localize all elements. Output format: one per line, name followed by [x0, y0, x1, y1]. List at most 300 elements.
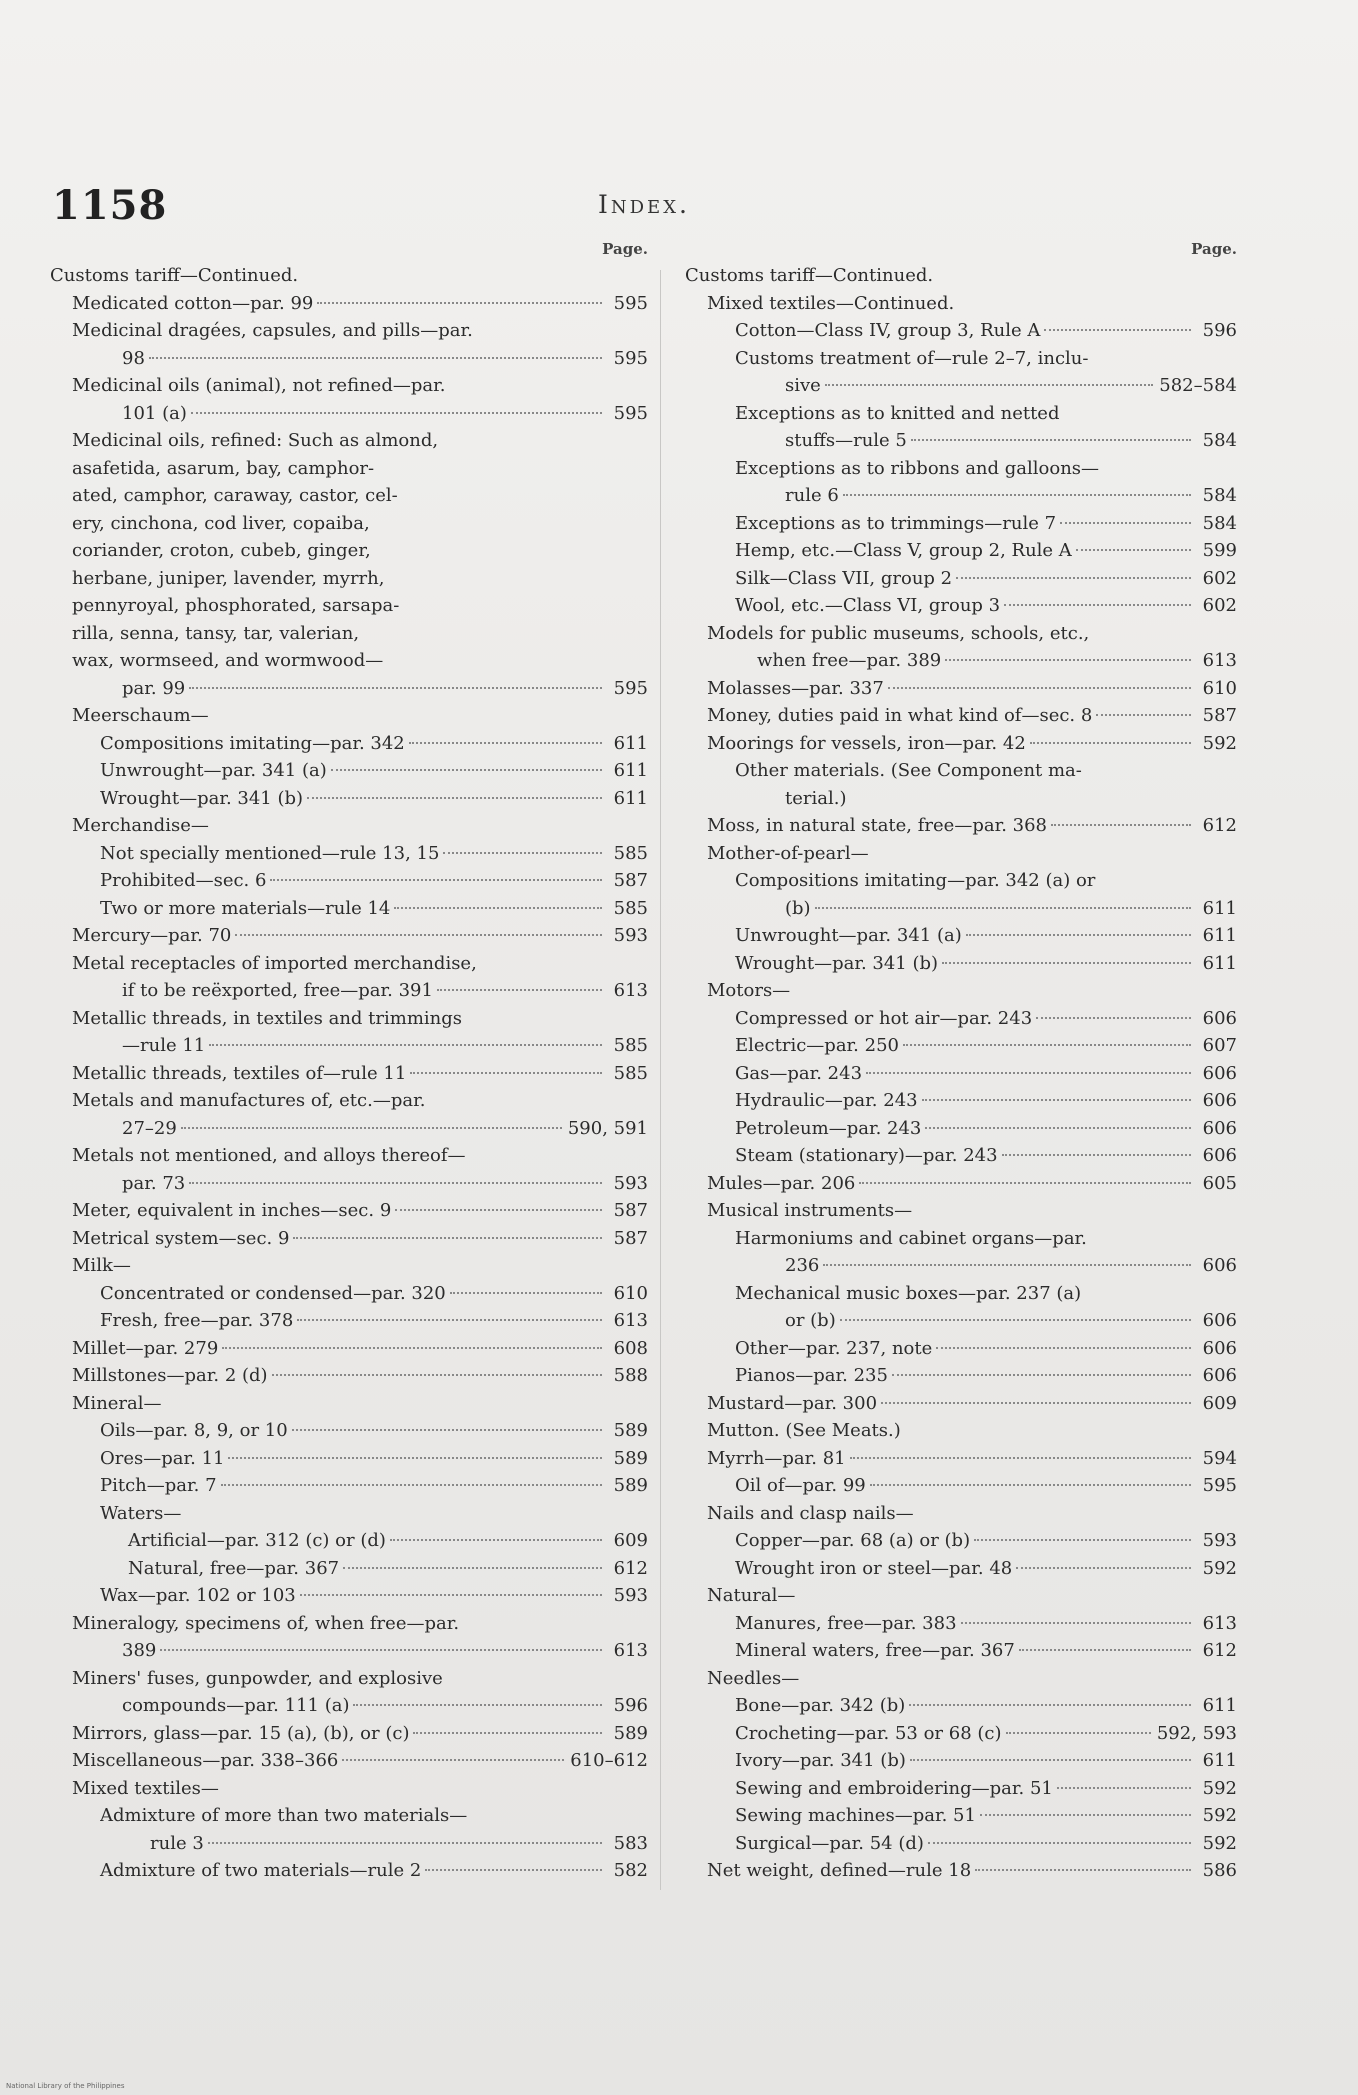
entry-last-line — [100, 1582, 648, 1610]
entry-text-line: Mercury—par. 70 — [72, 925, 232, 946]
entry-text-line: Metallic threads, in textiles and trimmings — [72, 1007, 463, 1029]
entry-last-line — [735, 895, 1237, 923]
page-reference: 605 — [1202, 1172, 1237, 1194]
page-reference: 585 — [613, 1062, 648, 1084]
leader-dots — [1030, 742, 1191, 744]
page-reference: 612 — [1202, 1640, 1237, 1661]
index-entry — [685, 1637, 1237, 1665]
page-reference: 592 — [1202, 1832, 1237, 1854]
entry-last-line — [707, 290, 1237, 318]
leader-dots — [189, 1182, 602, 1184]
entry-text-line: Petroleum—par. 243 — [735, 1117, 922, 1139]
index-entry — [685, 1197, 1237, 1225]
index-entry — [685, 510, 1237, 538]
index-entry — [685, 840, 1237, 868]
page-reference: 587 — [613, 1200, 648, 1221]
index-entry — [685, 592, 1237, 620]
leader-dots — [450, 1292, 602, 1294]
page-reference: 592 — [1202, 732, 1237, 754]
entry-text-line: Steam (stationary)—par. 243 — [735, 1145, 998, 1166]
leader-dots — [160, 1649, 602, 1651]
page-reference: 611 — [613, 760, 648, 781]
entry-last-line — [100, 895, 648, 923]
leader-dots — [292, 1429, 602, 1431]
entry-text-line: Millet—par. 279 — [72, 1337, 219, 1359]
page-reference: 602 — [1202, 567, 1237, 589]
entry-text-line: compounds—par. 111 (a) — [122, 1695, 350, 1716]
leader-dots — [945, 659, 1191, 661]
entry-text-line: Metal receptacles of imported merchandise, — [72, 952, 477, 974]
index-entry — [50, 1775, 648, 1803]
entry-text-line: rilla, senna, tansy, tar, valerian, — [72, 622, 360, 644]
entry-text-line: Artificial—par. 312 (c) or (d) — [128, 1530, 386, 1551]
index-entry — [685, 1225, 1237, 1280]
leader-dots — [189, 687, 602, 689]
entry-text-line: Mineralogy, specimens of, when free—par. — [72, 1612, 460, 1634]
index-entry — [685, 1362, 1237, 1390]
page-reference: 595 — [613, 677, 648, 699]
leader-dots — [395, 1209, 602, 1211]
index-entry — [685, 1802, 1237, 1830]
page-column-label: Page. — [1191, 240, 1237, 258]
entry-text-line: Customs tariff—Continued. — [50, 265, 299, 286]
page-reference: 585 — [613, 842, 648, 864]
leader-dots — [823, 1264, 1191, 1266]
index-entry — [685, 1115, 1237, 1143]
entry-last-line — [100, 757, 648, 785]
page-reference: 606 — [1202, 1117, 1237, 1139]
index-entry — [50, 1307, 648, 1335]
index-entry — [50, 1747, 648, 1775]
entry-text-line: Cotton—Class IV, group 3, Rule A — [735, 320, 1041, 341]
leader-dots — [980, 1814, 1191, 1816]
entry-last-line — [72, 977, 648, 1005]
entry-text-line: Exceptions as to trimmings—rule 7 — [735, 512, 1057, 534]
entry-last-line — [735, 1775, 1237, 1803]
entry-text-line: Not specially mentioned—rule 13, 15 — [100, 842, 440, 864]
index-entry — [685, 1857, 1237, 1885]
index-entry — [50, 1472, 648, 1500]
entry-text-line: or (b) — [785, 1310, 836, 1331]
index-entry — [685, 1665, 1237, 1693]
page-reference: 595 — [613, 292, 648, 314]
entry-text-line: Silk—Class VII, group 2 — [735, 567, 953, 589]
entry-last-line — [707, 1445, 1237, 1473]
index-entry — [685, 400, 1237, 455]
leader-dots — [293, 1237, 602, 1239]
entry-text-line: Metallic threads, textiles of—rule 11 — [72, 1062, 407, 1084]
entry-last-line — [735, 565, 1237, 593]
page-reference: 610 — [1202, 677, 1237, 699]
leader-dots — [936, 1347, 1191, 1349]
leader-dots — [975, 1869, 1191, 1871]
index-entry — [50, 702, 648, 730]
entry-last-line — [72, 812, 648, 840]
index-entry — [685, 1280, 1237, 1335]
entry-last-line — [72, 1692, 648, 1720]
entry-last-line — [735, 372, 1237, 400]
entry-last-line — [707, 1197, 1237, 1225]
entry-text-line: Motors— — [707, 980, 791, 1001]
entry-text-line: Bone—par. 342 (b) — [735, 1695, 906, 1716]
leader-dots — [892, 1374, 1191, 1376]
page-reference: 613 — [613, 980, 648, 1001]
entry-last-line — [72, 345, 648, 373]
entry-last-line — [735, 1307, 1237, 1335]
entry-last-line — [735, 510, 1237, 538]
page-reference: 611 — [1202, 925, 1237, 946]
entry-text-line: Crocheting—par. 53 or 68 (c) — [735, 1722, 1002, 1744]
index-entry — [685, 702, 1237, 730]
entry-text-line: Mother-of-pearl— — [707, 842, 869, 864]
leader-dots — [390, 1539, 602, 1541]
entry-last-line — [72, 1115, 648, 1143]
entry-last-line — [72, 922, 648, 950]
page-reference: 592 — [1202, 1805, 1237, 1826]
running-head: Index. — [598, 190, 690, 219]
page-reference: 592 — [1202, 1777, 1237, 1799]
index-entry — [50, 1582, 648, 1610]
entry-text-line: Metrical system—sec. 9 — [72, 1227, 290, 1249]
entry-text-line: Net weight, defined—rule 18 — [707, 1860, 972, 1881]
page-reference: 606 — [1202, 1090, 1237, 1111]
leader-dots — [974, 1539, 1191, 1541]
leader-dots — [870, 1484, 1191, 1486]
index-entry — [50, 1362, 648, 1390]
page-reference: 593 — [613, 1585, 648, 1606]
index-entry — [50, 1335, 648, 1363]
index-entry — [685, 730, 1237, 758]
index-entry — [50, 1087, 648, 1142]
index-entry — [685, 1335, 1237, 1363]
entry-text-line: Exceptions as to knitted and netted — [735, 402, 1060, 424]
entry-last-line — [707, 1417, 1237, 1445]
index-entry — [50, 262, 648, 290]
index-entry — [685, 1720, 1237, 1748]
entry-text-line: sive — [785, 375, 821, 396]
page-reference: 584 — [1202, 485, 1237, 506]
entry-last-line — [707, 647, 1237, 675]
entry-text-line: Mixed textiles— — [72, 1777, 219, 1799]
page-reference: 613 — [1202, 1612, 1237, 1634]
entry-last-line — [72, 1225, 648, 1253]
page-reference: 593 — [613, 925, 648, 946]
entry-last-line — [100, 840, 648, 868]
leader-dots — [1057, 1787, 1191, 1789]
entry-text-line: Customs tariff—Continued. — [685, 265, 934, 286]
entry-last-line — [735, 592, 1237, 620]
page-reference: 599 — [1202, 540, 1237, 561]
index-entry — [685, 1417, 1237, 1445]
page-reference: 587 — [613, 870, 648, 891]
leader-dots — [228, 1457, 602, 1459]
index-entry — [685, 1692, 1237, 1720]
index-entry — [50, 1720, 648, 1748]
index-entry — [685, 757, 1237, 812]
leader-dots — [353, 1704, 602, 1706]
page-reference: 606 — [1202, 1007, 1237, 1029]
entry-text-line: Manures, free—par. 383 — [735, 1612, 957, 1634]
entry-last-line — [735, 1362, 1237, 1390]
leader-dots — [297, 1319, 602, 1321]
entry-text-line: Money, duties paid in what kind of—sec. 8 — [707, 705, 1093, 726]
page-reference: 606 — [1202, 1255, 1237, 1276]
leader-dots — [909, 1704, 1191, 1706]
page-reference: 587 — [1202, 705, 1237, 726]
index-entry — [685, 950, 1237, 978]
page-reference: 609 — [1202, 1392, 1237, 1414]
entry-last-line — [72, 1390, 648, 1418]
index-entry — [685, 1390, 1237, 1418]
entry-last-line — [100, 1830, 648, 1858]
entry-text-line: rule 6 — [785, 485, 839, 506]
index-entry — [50, 1527, 648, 1555]
page-reference: 613 — [613, 1640, 648, 1661]
index-entry — [50, 1390, 648, 1418]
page-reference: 582 — [613, 1860, 648, 1881]
index-entry — [685, 1087, 1237, 1115]
right-entries — [685, 262, 1237, 1885]
entry-last-line — [735, 1637, 1237, 1665]
entry-text-line: Copper—par. 68 (a) or (b) — [735, 1530, 971, 1551]
entry-text-line: Ivory—par. 341 (b) — [735, 1750, 906, 1771]
entry-last-line — [100, 1445, 648, 1473]
entry-text-line: Meter, equivalent in inches—sec. 9 — [72, 1200, 392, 1221]
entry-text-line: par. 99 — [122, 677, 186, 699]
leader-dots — [1076, 549, 1191, 551]
entry-text-line: Musical instruments— — [707, 1200, 913, 1221]
leader-dots — [208, 1842, 602, 1844]
index-entry — [685, 262, 1237, 290]
entry-text-line: Mixed textiles—Continued. — [707, 292, 955, 314]
page-reference: 584 — [1202, 430, 1237, 451]
page-reference: 589 — [613, 1447, 648, 1469]
entry-text-line: Concentrated or condensed—par. 320 — [100, 1282, 446, 1304]
page-reference: 583 — [613, 1832, 648, 1854]
index-entry — [50, 1225, 648, 1253]
index-entry — [685, 922, 1237, 950]
entry-text-line: Merchandise— — [72, 815, 209, 836]
leader-dots — [859, 1182, 1191, 1184]
entry-text-line: Mechanical music boxes—par. 237 (a) — [735, 1282, 1082, 1304]
leader-dots — [1016, 1567, 1191, 1569]
entry-text-line: Natural, free—par. 367 — [128, 1557, 340, 1579]
entry-text-line: ery, cinchona, cod liver, copaiba, — [72, 512, 370, 534]
index-entry — [685, 1005, 1237, 1033]
entry-text-line: Moss, in natural state, free—par. 368 — [707, 815, 1048, 836]
entry-last-line — [707, 1857, 1237, 1885]
entry-last-line — [50, 262, 648, 290]
index-entry — [685, 1582, 1237, 1610]
entry-text-line: Models for public museums, schools, etc., — [707, 622, 1090, 644]
leader-dots — [307, 797, 602, 799]
entry-text-line: Other materials. (See Component ma- — [735, 760, 1082, 781]
index-entry — [50, 1802, 648, 1857]
right-column — [685, 240, 1237, 1885]
leader-dots — [331, 769, 602, 771]
entry-text-line: Wrought iron or steel—par. 48 — [735, 1557, 1013, 1579]
page-reference: 602 — [1202, 595, 1237, 616]
entry-last-line — [100, 1417, 648, 1445]
leader-dots — [843, 494, 1191, 496]
index-entry — [50, 730, 648, 758]
entry-text-line: if to be reëxported, free—par. 391 — [122, 980, 433, 1001]
index-entry — [50, 757, 648, 785]
leader-dots — [840, 1319, 1191, 1321]
entry-last-line — [707, 1500, 1237, 1528]
entry-text-line: coriander, croton, cubeb, ginger, — [72, 540, 371, 561]
page-reference: 582–584 — [1159, 375, 1237, 396]
page-column-label: Page. — [602, 240, 648, 258]
index-entry — [50, 1665, 648, 1720]
index-entry — [50, 317, 648, 372]
entry-last-line — [72, 1335, 648, 1363]
index-entry — [685, 977, 1237, 1005]
entry-last-line — [72, 1060, 648, 1088]
leader-dots — [222, 1347, 602, 1349]
page-reference: 590, 591 — [567, 1117, 648, 1139]
index-entry — [50, 1500, 648, 1528]
entry-text-line: Wool, etc.—Class VI, group 3 — [735, 595, 1001, 616]
entry-last-line — [735, 1252, 1237, 1280]
index-entry — [50, 1142, 648, 1197]
entry-text-line: Nails and clasp nails— — [707, 1502, 914, 1524]
entry-text-line: Fresh, free—par. 378 — [100, 1310, 294, 1331]
entry-text-line: Exceptions as to ribbons and galloons— — [735, 457, 1100, 479]
leader-dots — [1036, 1017, 1191, 1019]
entry-last-line — [72, 675, 648, 703]
entry-last-line — [100, 1307, 648, 1335]
index-entry — [685, 867, 1237, 922]
entry-text-line: Wrought—par. 341 (b) — [735, 952, 939, 974]
page-reference: 589 — [613, 1420, 648, 1441]
leader-dots — [221, 1484, 602, 1486]
leader-dots — [235, 934, 602, 936]
page-reference: 595 — [613, 347, 648, 369]
page-reference: 610 — [613, 1282, 648, 1304]
leader-dots — [966, 934, 1191, 936]
entry-text-line: Sewing and embroidering—par. 51 — [735, 1777, 1053, 1799]
entry-text-line: Medicinal oils, refined: Such as almond, — [72, 430, 439, 451]
entry-last-line — [72, 1637, 648, 1665]
entry-last-line — [707, 675, 1237, 703]
leader-dots — [1006, 1732, 1151, 1734]
leader-dots — [910, 1759, 1191, 1761]
index-entry — [685, 290, 1237, 318]
leader-dots — [825, 384, 1153, 386]
index-entry — [50, 372, 648, 427]
entry-last-line — [72, 1720, 648, 1748]
page-reference: 592 — [1202, 1557, 1237, 1579]
page-reference: 611 — [613, 732, 648, 754]
entry-text-line: Milk— — [72, 1255, 131, 1276]
page-reference: 589 — [613, 1722, 648, 1744]
entry-last-line — [735, 1142, 1237, 1170]
entry-text-line: Molasses—par. 337 — [707, 677, 884, 699]
page-reference: 606 — [1202, 1365, 1237, 1386]
entry-text-line: Sewing machines—par. 51 — [735, 1805, 976, 1826]
entry-text-line: Admixture of more than two materials— — [100, 1805, 468, 1826]
index-entry — [50, 1555, 648, 1583]
index-entry — [685, 620, 1237, 675]
page-reference: 596 — [1202, 320, 1237, 341]
entry-text-line: Pitch—par. 7 — [100, 1475, 217, 1496]
entry-last-line — [735, 1032, 1237, 1060]
leader-dots — [425, 1869, 602, 1871]
page-reference: 612 — [1202, 815, 1237, 836]
page-reference: 611 — [1202, 952, 1237, 974]
leader-dots — [191, 412, 602, 414]
entry-text-line: Ores—par. 11 — [100, 1447, 225, 1469]
page-reference: 613 — [613, 1310, 648, 1331]
index-entry — [685, 565, 1237, 593]
entry-last-line — [128, 1527, 648, 1555]
index-entry — [50, 1280, 648, 1308]
entry-last-line — [735, 427, 1237, 455]
page-reference: 612 — [613, 1557, 648, 1579]
entry-last-line — [72, 1197, 648, 1225]
entry-last-line — [72, 1032, 648, 1060]
source-note: National Library of the Philippines — [6, 2082, 125, 2090]
index-entry — [50, 922, 648, 950]
entry-last-line — [707, 730, 1237, 758]
page-reference: 613 — [1202, 650, 1237, 671]
page-reference: 606 — [1202, 1145, 1237, 1166]
leader-dots — [343, 1567, 602, 1569]
entry-last-line — [72, 702, 648, 730]
page-reference: 609 — [613, 1530, 648, 1551]
leader-dots — [922, 1099, 1191, 1101]
index-entry — [50, 1610, 648, 1665]
entry-text-line: Admixture of two materials—rule 2 — [100, 1860, 422, 1881]
entry-text-line: Natural— — [707, 1585, 796, 1606]
entry-text-line: stuffs—rule 5 — [785, 430, 907, 451]
page-number: 1158 — [52, 182, 168, 229]
entry-text-line: herbane, juniper, lavender, myrrh, — [72, 567, 385, 589]
index-entry — [685, 345, 1237, 400]
entry-text-line: Wax—par. 102 or 103 — [100, 1585, 296, 1606]
index-entry — [685, 317, 1237, 345]
entry-text-line: Pianos—par. 235 — [735, 1365, 888, 1386]
index-entry — [685, 1060, 1237, 1088]
index-entry — [685, 1445, 1237, 1473]
leader-dots — [1002, 1154, 1191, 1156]
entry-text-line: Miners' fuses, gunpowder, and explosive — [72, 1667, 443, 1689]
entry-text-line: Millstones—par. 2 (d) — [72, 1365, 268, 1386]
leader-dots — [1044, 329, 1191, 331]
page-reference: 607 — [1202, 1035, 1237, 1056]
page-reference: 586 — [1202, 1860, 1237, 1881]
leader-dots — [942, 962, 1191, 964]
page-reference: 611 — [613, 787, 648, 809]
leader-dots — [911, 439, 1191, 441]
leader-dots — [881, 1402, 1191, 1404]
entry-text-line: Medicinal dragées, capsules, and pills—par. — [72, 320, 473, 341]
entry-text-line: 27–29 — [122, 1117, 177, 1139]
column-divider — [660, 270, 661, 1890]
entry-text-line: 236 — [785, 1255, 820, 1276]
index-entry — [50, 290, 648, 318]
entry-text-line: Medicinal oils (animal), not refined—par. — [72, 375, 446, 396]
leader-dots — [925, 1127, 1191, 1129]
entry-last-line — [735, 1555, 1237, 1583]
leader-dots — [272, 1374, 602, 1376]
entry-text-line: Mineral waters, free—par. 367 — [735, 1640, 1015, 1661]
page-reference: 585 — [613, 897, 648, 919]
entry-text-line: Customs treatment of—rule 2–7, inclu- — [735, 347, 1089, 369]
index-entry — [685, 1500, 1237, 1528]
leader-dots — [413, 1732, 602, 1734]
